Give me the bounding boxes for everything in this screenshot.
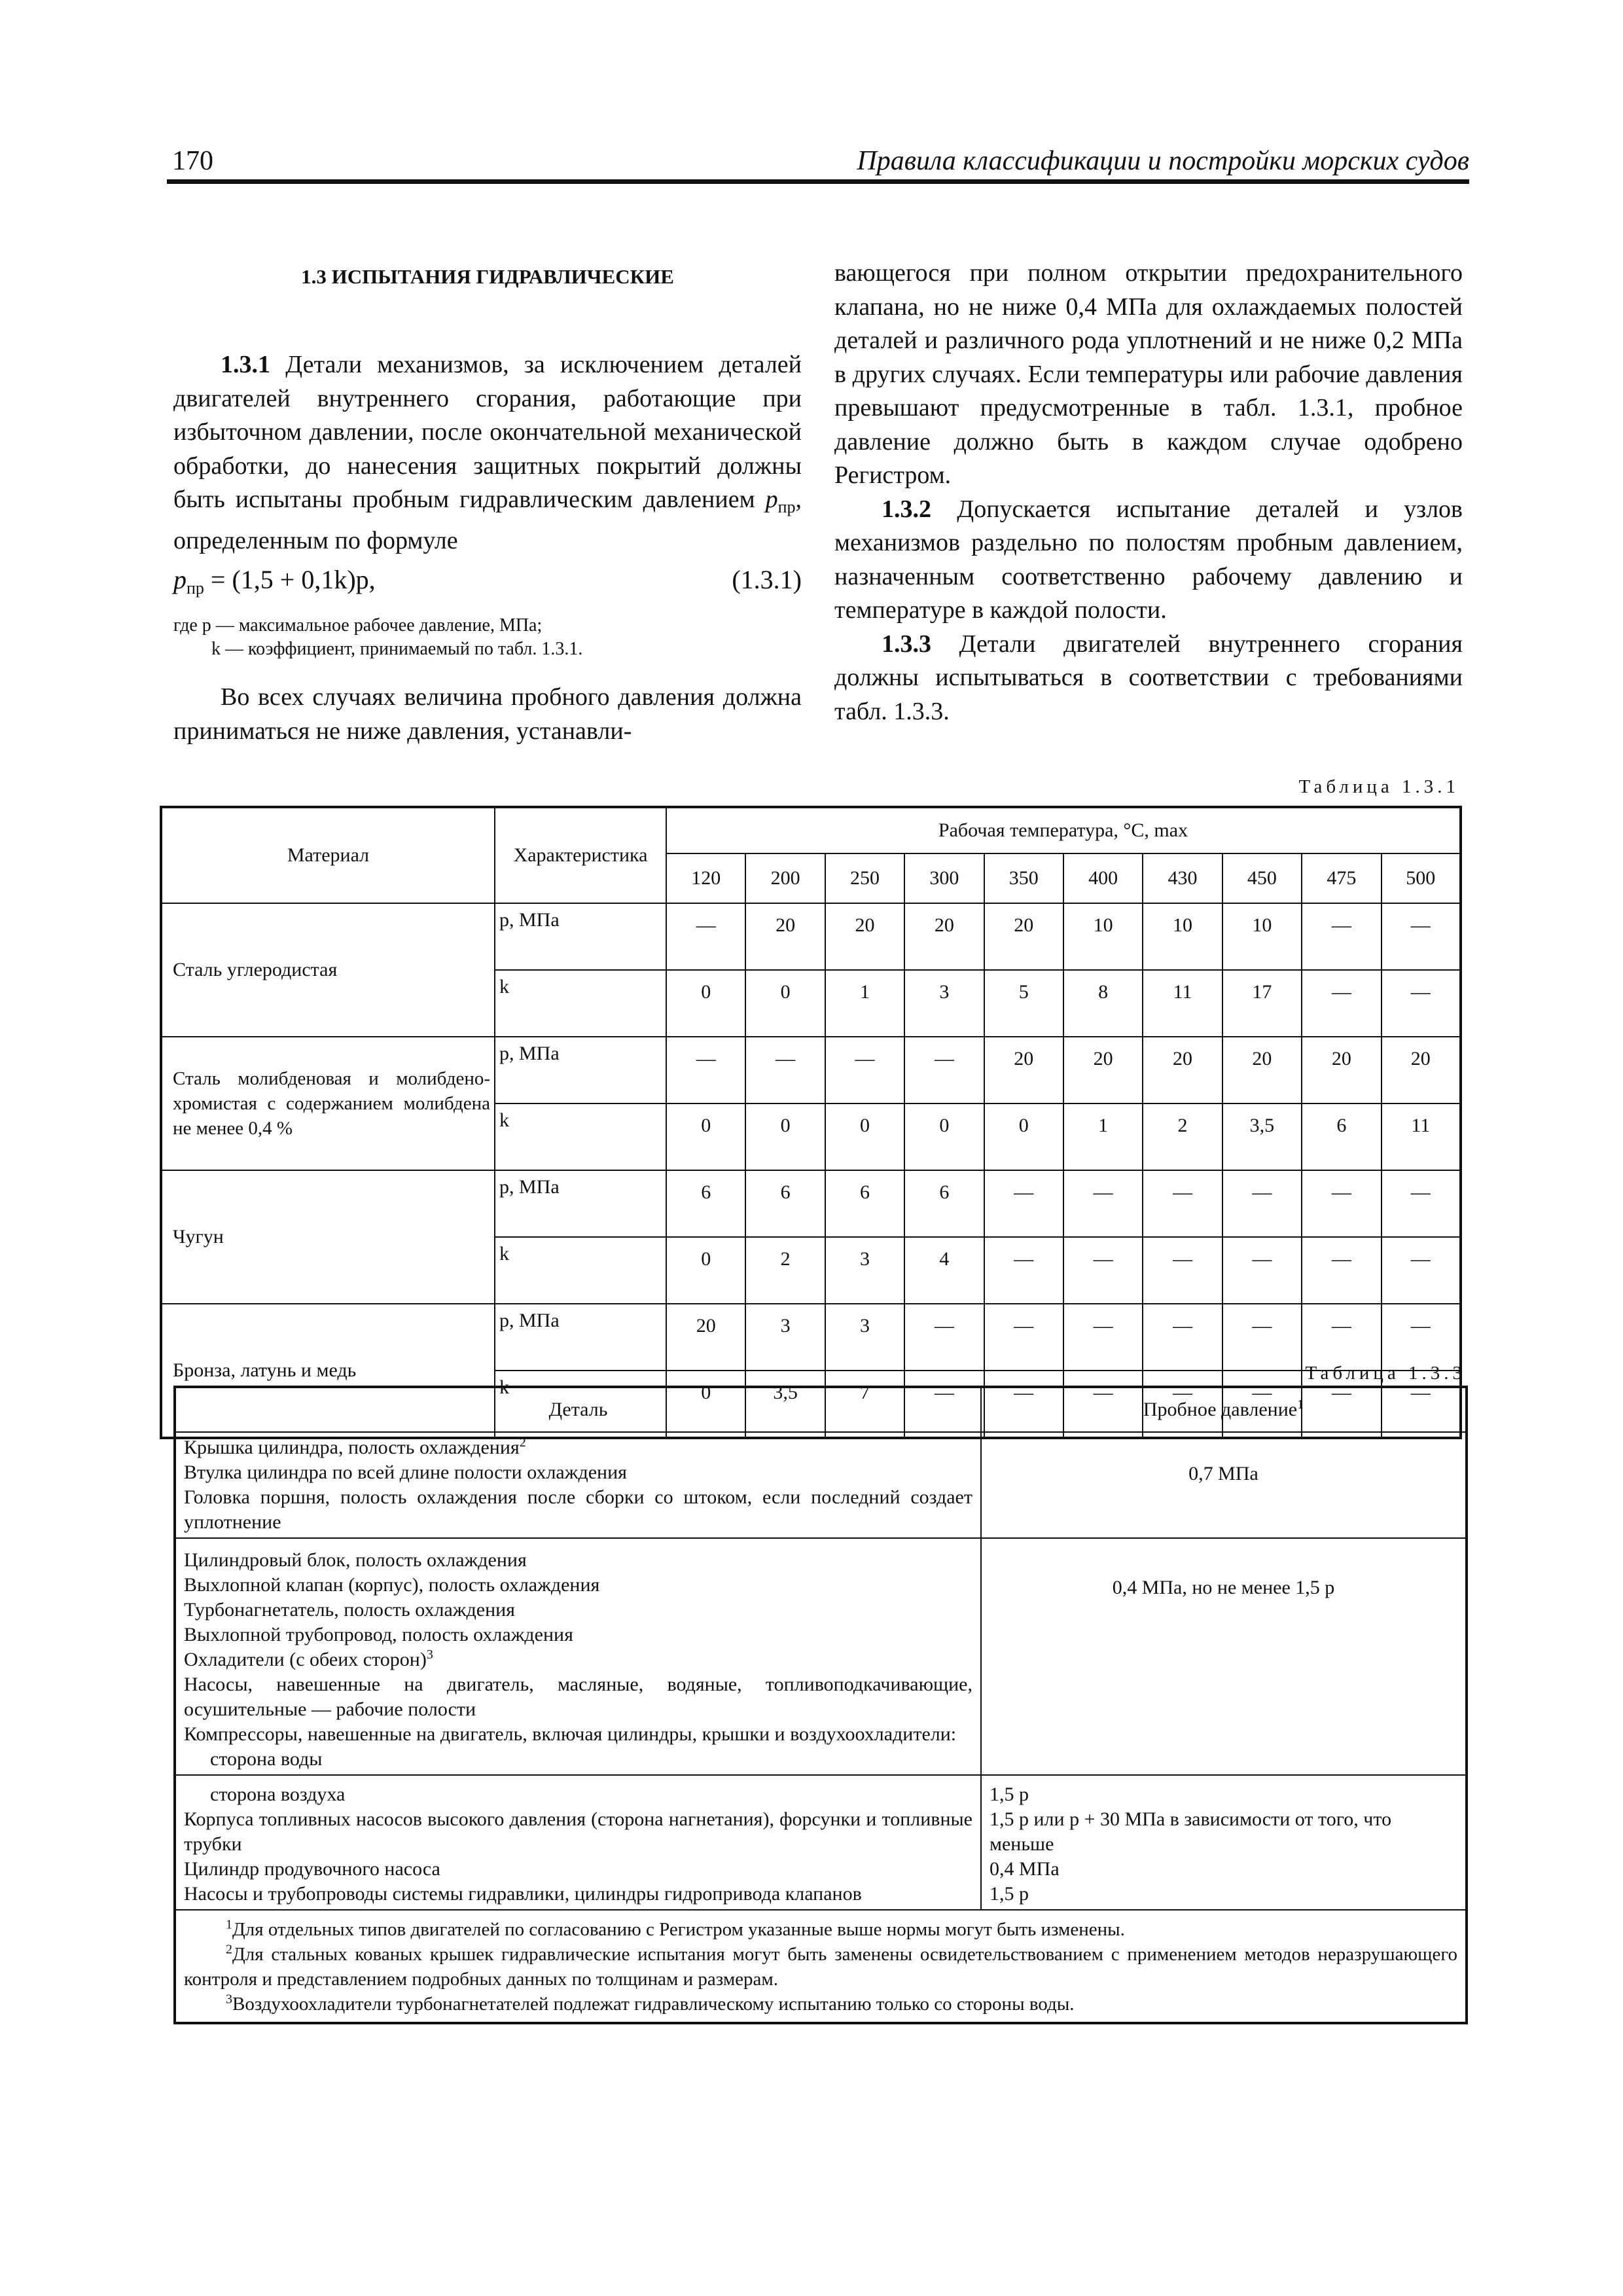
temp-header-cell: 350	[984, 853, 1063, 903]
characteristic-cell: k	[495, 1103, 666, 1170]
characteristic-cell: k	[495, 1237, 666, 1304]
page-header	[167, 145, 1469, 184]
value-cell: —	[984, 1237, 1063, 1304]
value-cell: —	[1302, 1170, 1381, 1237]
value-cell: —	[904, 1037, 984, 1103]
temp-header-cell: 500	[1382, 853, 1461, 903]
value-cell: —	[1222, 1237, 1302, 1304]
value-cell: 8	[1063, 970, 1143, 1037]
section-title: 1.3 ИСПЫТАНИЯ ГИДРАВЛИЧЕСКИЕ	[301, 265, 674, 288]
characteristic-cell: p, МПа	[495, 903, 666, 970]
right-column	[834, 257, 1463, 728]
value-cell: —	[1382, 903, 1461, 970]
value-cell: —	[904, 1371, 984, 1438]
value-cell: 3	[904, 970, 984, 1037]
table-row	[161, 1170, 1461, 1237]
paragraph-all-cases: вающегося при полном открытии предохранительного клапана, но не ниже 0,4 МПа для охлаждаемых полостей деталей и различного рода уплотнений и не ниже 0,2 МПа в других случаях. Если температуры или рабочие давления превышают предусмотренные в табл. 1.3.1, пробное давление должно быть в каждом случае одобрено Регистром.	[834, 259, 1463, 489]
characteristic-cell: k	[495, 970, 666, 1037]
material-cell: Сталь углеродистая	[161, 903, 495, 1037]
value-cell: —	[1063, 1170, 1143, 1237]
footnote: $^1$Для отдельных типов двигателей по согласованию с Регистром указанные выше нормы могут быть изменены.	[226, 1917, 1125, 1940]
value-cell: —	[904, 1304, 984, 1371]
value-cell: —	[1063, 1237, 1143, 1304]
value-cell: —	[1143, 1170, 1222, 1237]
page-number: 170	[172, 146, 213, 176]
value-cell: 20	[1222, 1037, 1302, 1103]
value-cell: —	[1382, 1304, 1461, 1371]
value-cell: 6	[745, 1170, 825, 1237]
value-cell: 2	[1143, 1103, 1222, 1170]
value-cell: 20	[1302, 1037, 1381, 1103]
header-detail: Деталь	[175, 1387, 981, 1432]
value-cell: —	[1302, 903, 1381, 970]
paragraph-1-3-3: 1.3.3 Детали двигателей внутреннего сгорания должны испытываться в соответствии с требованиями табл. 1.3.3.	[834, 630, 1463, 725]
value-cell: 1	[825, 970, 904, 1037]
temp-header-cell: 475	[1302, 853, 1381, 903]
value-cell: 6	[825, 1170, 904, 1237]
table-row	[161, 1304, 1461, 1371]
value-cell: —	[984, 1304, 1063, 1371]
footnote: $^3$Воздухоохладители турбонагнетателей подлежат гидравлическому испытанию только со стороны воды.	[226, 1992, 1075, 2015]
value-cell: 6	[904, 1170, 984, 1237]
table-row	[161, 1037, 1461, 1103]
value-cell: 20	[666, 1304, 745, 1371]
value-cell: —	[1222, 1304, 1302, 1371]
value-cell: 0	[666, 1103, 745, 1170]
temp-header-cell: 300	[904, 853, 984, 903]
value-cell: 0	[984, 1103, 1063, 1170]
header-temperature: Рабочая температура, °С, max	[666, 807, 1461, 853]
footnotes-row	[175, 1910, 1467, 2023]
value-cell: —	[1382, 1371, 1461, 1438]
value-cell: —	[1143, 1304, 1222, 1371]
table-row: Крышка цилиндра, полость охлаждения$^2$ Втулка цилиндра по всей длине полости охлаждения Головка поршня, полость охлаждения после сборки со штоком, если последний создает уплотнение 0,7 МПа	[175, 1432, 1467, 1538]
formula-number: (1.3.1)	[732, 565, 802, 594]
value-cell: —	[1143, 1371, 1222, 1438]
value-cell: 20	[984, 903, 1063, 970]
value-cell: —	[984, 1371, 1063, 1438]
value-cell: 6	[1302, 1103, 1381, 1170]
value-cell: 0	[745, 970, 825, 1037]
value-cell: 10	[1063, 903, 1143, 970]
value-cell: 3	[745, 1304, 825, 1371]
paragraph-1-3-2: 1.3.2 Допускается испытание деталей и узлов механизмов раздельно по полостям пробным давлением, назначенным соответственно рабочему давлению и температуре в каждой полости.	[834, 495, 1463, 624]
value-cell: 3	[825, 1304, 904, 1371]
temp-header-cell: 120	[666, 853, 745, 903]
value-cell: —	[666, 903, 745, 970]
value-cell: —	[1302, 970, 1381, 1037]
value-cell: 17	[1222, 970, 1302, 1037]
value-cell: —	[1302, 1371, 1381, 1438]
table-1-3-3	[173, 1386, 1468, 2024]
characteristic-cell: p, МПа	[495, 1170, 666, 1237]
paragraph-1-3-1: 1.3.1 Детали механизмов, за исключением деталей двигателей внутреннего сгорания, работающие при избыточном давлении, после окончательной механической обработки, до нанесения защитных покрытий должны быть испытаны пробным гидравлическим давлением $p_{пр}$, определенным по формуле	[173, 351, 802, 554]
value-cell: 4	[904, 1237, 984, 1304]
value-cell: 6	[666, 1170, 745, 1237]
value-cell: 1	[1063, 1103, 1143, 1170]
value-cell: 3,5	[1222, 1103, 1302, 1170]
material-cell: Сталь молибденовая и молибдено-хромистая с содержанием молибдена не менее 0,4 %	[161, 1037, 495, 1170]
value-cell: 20	[825, 903, 904, 970]
value-cell: —	[1063, 1304, 1143, 1371]
value-cell: —	[1063, 1371, 1143, 1438]
value-cell: 0	[666, 1371, 745, 1438]
characteristic-cell: p, МПа	[495, 1304, 666, 1371]
formula-legend: где p — максимальное рабочее давление, МПа; k — коэффициент, принимаемый по табл. 1.3.1.	[173, 615, 583, 659]
value-cell: 3,5	[745, 1371, 825, 1438]
footnote: $^2$Для стальных кованых крышек гидравлические испытания могут быть заменены освидетельствованием с применением методов неразрушающего контроля и представлением подробных данных по толщинам и размерам.	[184, 1942, 1457, 1990]
temp-header-cell: 430	[1143, 853, 1222, 903]
value-cell: 3	[825, 1237, 904, 1304]
value-cell: 7	[825, 1371, 904, 1438]
value-cell: —	[1382, 1170, 1461, 1237]
table-row	[161, 903, 1461, 970]
value-cell: 20	[984, 1037, 1063, 1103]
paragraph-all-cases-start: Во всех случаях величина пробного давления должна приниматься не ниже давления, устанавли-	[173, 683, 802, 745]
value-cell: —	[1302, 1304, 1381, 1371]
value-cell: 11	[1143, 970, 1222, 1037]
value-cell: 20	[1143, 1037, 1222, 1103]
running-title: Правила классификации и постройки морских судов	[857, 146, 1469, 176]
value-cell: 2	[745, 1237, 825, 1304]
value-cell: 0	[666, 970, 745, 1037]
material-cell: Чугун	[161, 1170, 495, 1304]
characteristic-cell: p, МПа	[495, 1037, 666, 1103]
table-row: Цилиндровый блок, полость охлаждения Выхлопной клапан (корпус), полость охлаждения Турбонагнетатель, полость охлаждения Выхлопной трубопровод, полость охлаждения Охладители (с обеих сторон)$^3$ Насосы, навешенные на двигатель, масляные, водяные, топливоподкачивающие, осушительные — рабочие полости Компрессоры, навешенные на двигатель, включая цилиндры, крышки и воздухоохладители: сторона воды 0,4 МПа, но не менее 1,5 p	[175, 1538, 1467, 1775]
value-cell: 10	[1143, 903, 1222, 970]
table-1-3-3-caption: Таблица 1.3.3	[1305, 1363, 1466, 1384]
value-cell: —	[825, 1037, 904, 1103]
value-cell: 0	[666, 1237, 745, 1304]
value-cell: 20	[1063, 1037, 1143, 1103]
value-cell: 0	[904, 1103, 984, 1170]
table-1-3-1	[160, 806, 1462, 1439]
value-cell: 0	[825, 1103, 904, 1170]
header-material: Материал	[161, 807, 495, 903]
temp-header-cell: 250	[825, 853, 904, 903]
characteristic-cell: k	[495, 1371, 666, 1438]
value-cell: 20	[1382, 1037, 1461, 1103]
header-test-pressure: Пробное давление$^1$	[981, 1387, 1467, 1432]
material-cell: Бронза, латунь и медь	[161, 1304, 495, 1438]
value-cell: 20	[904, 903, 984, 970]
header-characteristic: Характеристика	[495, 807, 666, 903]
value-cell: —	[666, 1037, 745, 1103]
clause-number: 1.3.1	[221, 351, 270, 378]
value-cell: —	[745, 1037, 825, 1103]
value-cell: 20	[745, 903, 825, 970]
temp-header-cell: 200	[745, 853, 825, 903]
value-cell: —	[1382, 1237, 1461, 1304]
value-cell: —	[1143, 1237, 1222, 1304]
temp-header-cell: 450	[1222, 853, 1302, 903]
value-cell: —	[1382, 970, 1461, 1037]
value-cell: —	[1222, 1371, 1302, 1438]
table-1-3-1-caption: Таблица 1.3.1	[1298, 776, 1459, 797]
formula-1-3-1: $p_{пр} = (1,5 + 0,1k)p$, (1.3.1)	[173, 565, 802, 598]
table-row: сторона воздуха Корпуса топливных насосов высокого давления (сторона нагнетания), форсунки и топливные трубки Цилиндр продувочного насоса Насосы и трубопроводы системы гидравлики, цилиндры гидропривода клапанов 1,5 p 1,5 p или p + 30 МПа в зависимости от того, что меньше 0,4 МПа 1,5 p	[175, 1775, 1467, 1910]
value-cell: 5	[984, 970, 1063, 1037]
value-cell: 10	[1222, 903, 1302, 970]
value-cell: —	[984, 1170, 1063, 1237]
value-cell: —	[1222, 1170, 1302, 1237]
value-cell: 11	[1382, 1103, 1461, 1170]
temp-header-cell: 400	[1063, 853, 1143, 903]
value-cell: —	[1302, 1237, 1381, 1304]
value-cell: 0	[745, 1103, 825, 1170]
